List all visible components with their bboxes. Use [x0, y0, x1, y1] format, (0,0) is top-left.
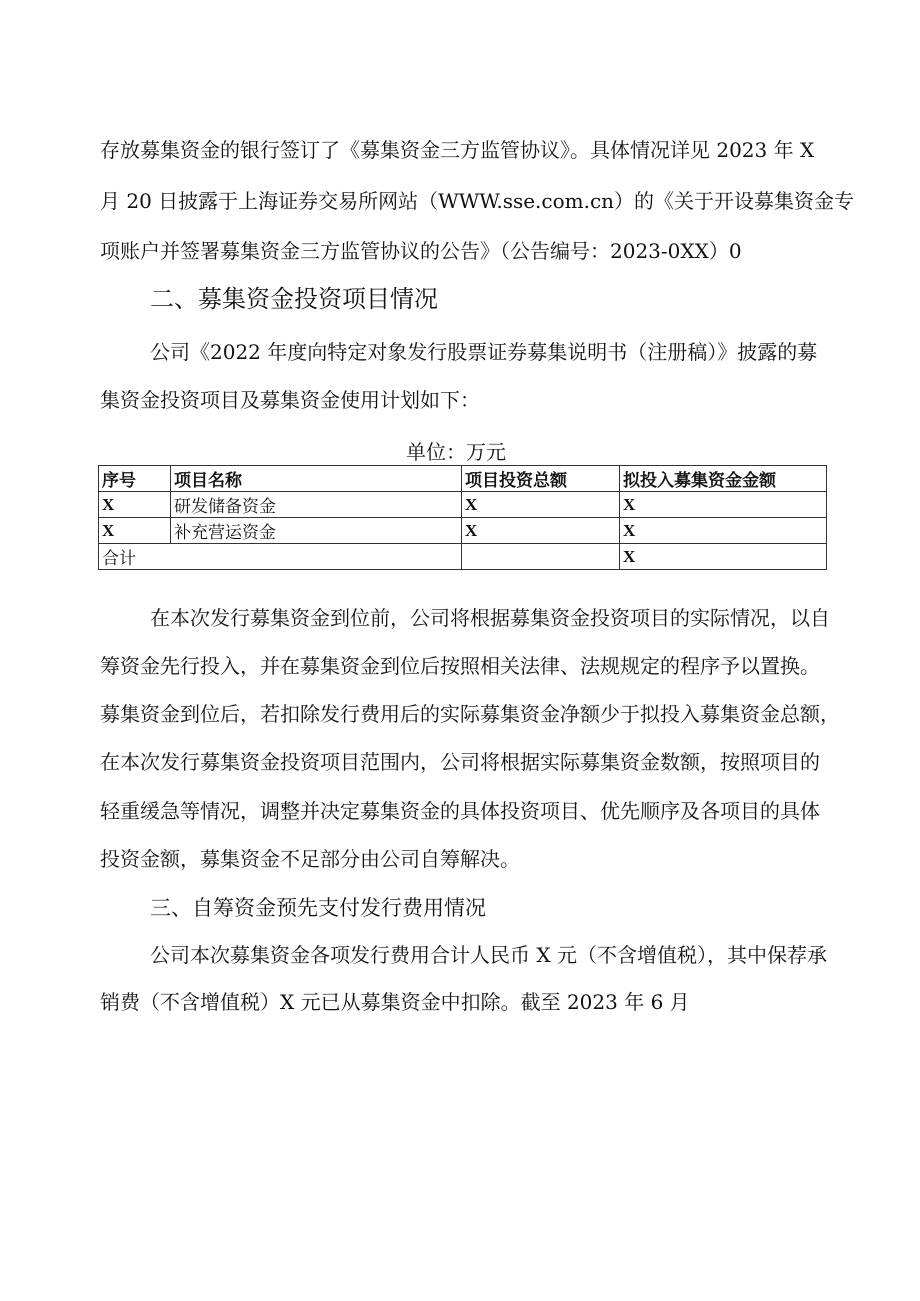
- header-planned-funds: 拟投入募集资金金额: [620, 466, 827, 492]
- table-header-row: [99, 466, 827, 492]
- table-total-row: [99, 544, 827, 570]
- table-row: [99, 518, 827, 544]
- section2-body-line-4: 在本次发行募集资金投资项目范围内，公司将根据实际募集资金数额，按照项目的: [100, 750, 820, 774]
- paragraph-top-line-1: 存放募集资金的银行签订了《募集资金三方监管协议》。具体情况详见 2023 年 X: [100, 138, 815, 162]
- section2-intro-line-2: 集资金投资项目及募集资金使用计划如下：: [100, 388, 480, 412]
- cell-total-investment: [462, 544, 620, 570]
- header-total-investment: 项目投资总额: [462, 466, 620, 492]
- section2-body-line-6: 投资金额，募集资金不足部分由公司自筹解决。: [100, 847, 520, 871]
- cell-total-investment: X: [462, 492, 620, 518]
- section2-intro-line-1: 公司《2022 年度向特定对象发行股票证券募集说明书（注册稿）》披露的募: [150, 340, 818, 364]
- section3-heading: 三、自筹资金预先支付发行费用情况: [150, 896, 486, 920]
- paragraph-top-line-2: 月 20 日披露于上海证券交易所网站（WWW.sse.com.cn）的《关于开设募集资金专: [100, 189, 855, 213]
- section2-body-line-3: 募集资金到位后，若扣除发行费用后的实际募集资金净额少于拟投入募集资金总额，: [100, 702, 840, 726]
- cell-planned-funds: X: [620, 518, 827, 544]
- cell-total-investment: X: [462, 518, 620, 544]
- table-row: [99, 492, 827, 518]
- cell-project-name: 研发储备资金: [171, 492, 462, 518]
- cell-planned-funds: X: [620, 492, 827, 518]
- header-project-name: 项目名称: [171, 466, 462, 492]
- paragraph-top-line-3: 项账户并签署募集资金三方监管协议的公告》（公告编号：2023-0XX）0: [100, 239, 742, 263]
- cell-index: X: [99, 492, 171, 518]
- section3-body-line-2: 销费（不含增值税）X 元已从募集资金中扣除。截至 2023 年 6 月: [100, 990, 690, 1014]
- header-index: 序号: [99, 466, 171, 492]
- cell-total-planned-funds: X: [620, 544, 827, 570]
- cell-index: X: [99, 518, 171, 544]
- section2-body-line-2: 筹资金先行投入，并在募集资金到位后按照相关法律、法规规定的程序予以置换。: [100, 654, 820, 678]
- section3-body-line-1: 公司本次募集资金各项发行费用合计人民币 X 元（不含增值税），其中保荐承: [150, 943, 827, 967]
- section2-body-line-1: 在本次发行募集资金到位前，公司将根据募集资金投资项目的实际情况，以自: [150, 606, 830, 630]
- section2-body-line-5: 轻重缓急等情况，调整并决定募集资金的具体投资项目、优先顺序及各项目的具体: [100, 799, 820, 823]
- cell-total-label: 合计: [99, 544, 462, 570]
- section2-heading: 二、募集资金投资项目情况: [150, 285, 438, 313]
- investment-table: [98, 465, 827, 570]
- cell-project-name: 补充营运资金: [171, 518, 462, 544]
- table-unit-label: 单位：万元: [406, 440, 506, 464]
